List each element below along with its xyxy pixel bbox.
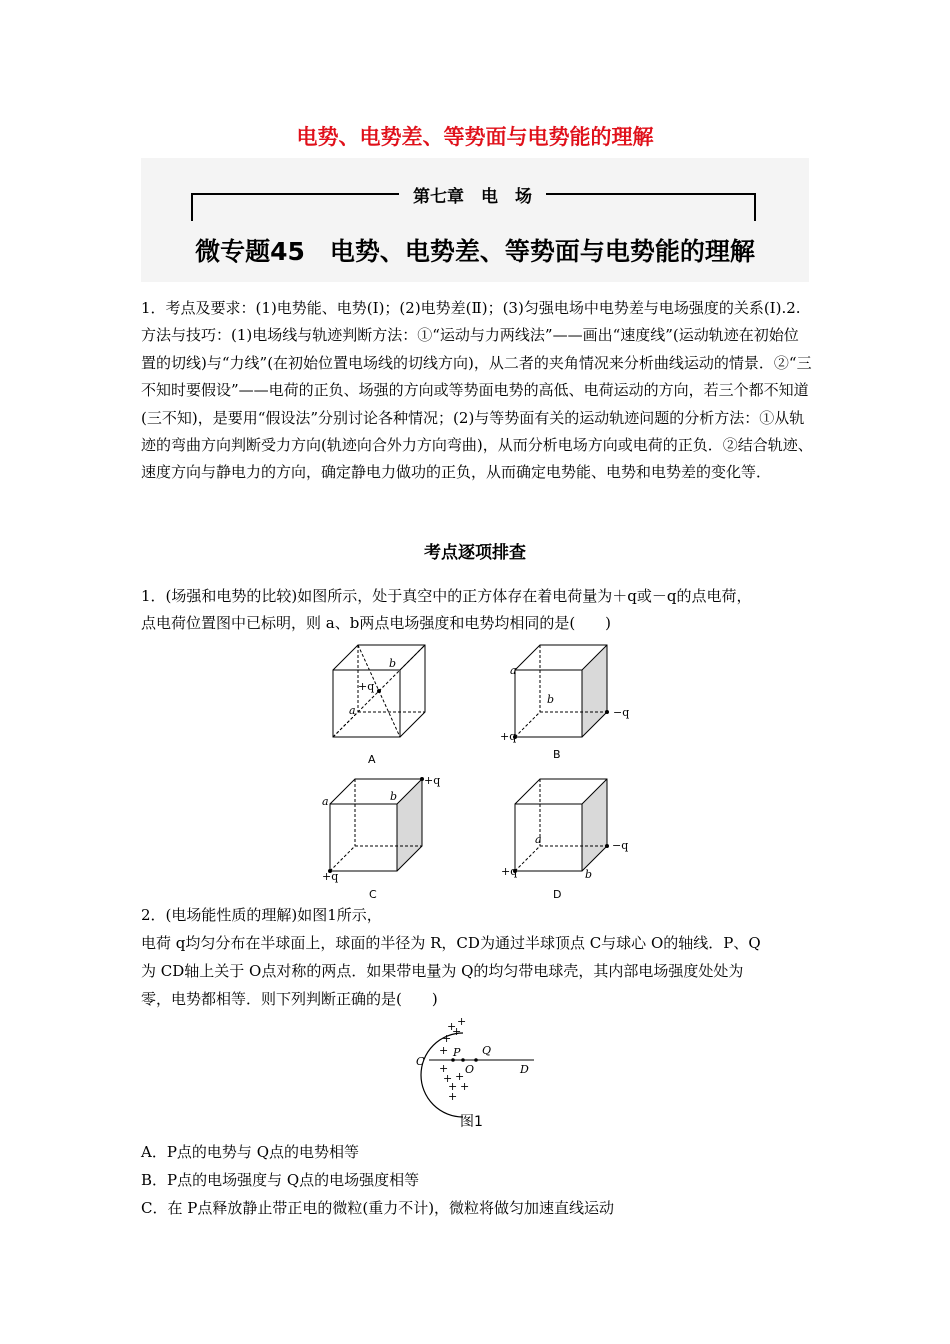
topic-title: 微专题45 电势、电势差、等势面与电势能的理解 xyxy=(195,237,755,266)
fig-d-label-a: a xyxy=(535,833,542,846)
plus-sign: + xyxy=(448,1090,458,1103)
fig-c-label-charge-bottom: +q xyxy=(322,870,339,883)
banner-rule-left xyxy=(191,193,399,195)
plus-sign: + xyxy=(457,1015,467,1028)
cube-figure-a xyxy=(325,640,435,770)
plus-sign: + xyxy=(443,1072,453,1085)
plus-sign: + xyxy=(447,1020,457,1033)
label-C: C xyxy=(416,1055,425,1068)
banner-rule-right xyxy=(546,193,756,195)
plus-sign: + xyxy=(460,1080,470,1093)
chapter-title: 第七章 电 场 xyxy=(413,187,532,207)
plus-sign: + xyxy=(452,1025,462,1038)
fig-c-label-b: b xyxy=(390,790,398,803)
fig-a-caption: A xyxy=(368,753,376,766)
cube-figure-c xyxy=(320,772,450,902)
fig-b-label-charge-pos: +q xyxy=(500,730,517,743)
fig-d-label-b: b xyxy=(585,868,593,881)
fig-c-caption: C xyxy=(369,888,377,901)
fig-d-label-charge-pos: +q xyxy=(501,865,518,878)
q2-stem-line-4: 零，电势都相等．则下列判断正确的是( ) xyxy=(141,990,438,1008)
plus-sign: + xyxy=(455,1070,465,1083)
page-title: 电势、电势差、等势面与电势能的理解 xyxy=(296,125,654,149)
label-P: P xyxy=(453,1046,461,1059)
intro-paragraph: 1．考点及要求：(1)电势能、电势(Ⅰ)；(2)电势差(Ⅱ)；(3)匀强电场中电势差与电场强度的关系(Ⅰ).2.方法与技巧：(1)电场线与轨迹判断方法：①“运动与力两线法”——画出“速度线”(运动轨迹在初始位置的切线)与“力线”(在初始位置电场线的切线方向)，从二者的夹角情况来分析曲线运动的情景．②“三不知时要假设”——电荷的正负、场强的方向或等势面电势的高低、电荷运动的方向，若三个都不知道(三不知)，是要用“假设法”分别讨论各种情况；(2)与等势面有关的运动轨迹问题的分析方法：①从轨迹的弯曲方向判断受力方向(轨迹向合外力方向弯曲)，从而分析电场方向或电荷的正负．②结合轨迹、速度方向与静电力的方向，确定静电力做功的正负，从而确定电势能、电势和电势差的变化等． xyxy=(141,299,813,482)
q2-option-a: A．P点的电势与 Q点的电势相等 xyxy=(141,1143,359,1161)
q1-stem-line-1: 1．(场强和电势的比较)如图所示，处于真空中的正方体存在着电荷量为＋q或－q的点电荷， xyxy=(141,587,752,605)
q2-stem-line-1: 2．(电场能性质的理解)如图1所示， xyxy=(141,906,382,924)
fig-b-caption: B xyxy=(553,748,561,761)
plus-sign: + xyxy=(439,1044,449,1057)
plus-sign: + xyxy=(442,1032,452,1045)
section-title: 考点逐项排查 xyxy=(424,543,526,563)
fig-a-label-b: b xyxy=(389,657,397,670)
fig-d-label-charge-neg: −q xyxy=(612,839,629,852)
fig-a-label-charge: +q xyxy=(358,680,375,693)
cube-figure-b xyxy=(500,640,630,770)
plus-sign: + xyxy=(439,1062,449,1075)
fig-c-label-charge-top: +q xyxy=(424,774,441,787)
q2-option-b: B．P点的电场强度与 Q点的电场强度相等 xyxy=(141,1171,420,1189)
fig-c-label-a: a xyxy=(322,795,329,808)
fig-b-label-b: b xyxy=(547,693,555,706)
q1-stem-line-2: 点电荷位置图中已标明，则 a、b两点电场强度和电势均相同的是( ) xyxy=(141,614,612,632)
label-D: D xyxy=(520,1063,529,1076)
fig-b-label-charge-neg: −q xyxy=(613,706,630,719)
q2-stem-line-3: 为 CD轴上关于 O点对称的两点．如果带电量为 Q的均匀带电球壳，其内部电场强度处处为 xyxy=(141,962,744,980)
figure-1-caption: 图1 xyxy=(460,1114,483,1130)
label-O: O xyxy=(465,1063,475,1076)
plus-sign: + xyxy=(448,1080,458,1093)
fig-d-caption: D xyxy=(553,888,562,901)
cube-figure-d xyxy=(501,772,635,902)
label-Q: Q xyxy=(482,1044,492,1057)
q2-stem-line-2: 电荷 q均匀分布在半球面上，球面的半径为 R，CD为通过半球顶点 C与球心 O的轴线．P、Q xyxy=(141,934,761,952)
banner-tick-left xyxy=(191,193,193,221)
hemisphere-figure xyxy=(410,1015,550,1135)
fig-a-label-a: a xyxy=(349,704,356,717)
fig-b-label-a: a xyxy=(510,664,517,677)
chapter-banner xyxy=(141,158,809,282)
q2-option-c: C．在 P点释放静止带正电的微粒(重力不计)，微粒将做匀加速直线运动 xyxy=(141,1199,615,1217)
banner-tick-right xyxy=(754,193,756,221)
